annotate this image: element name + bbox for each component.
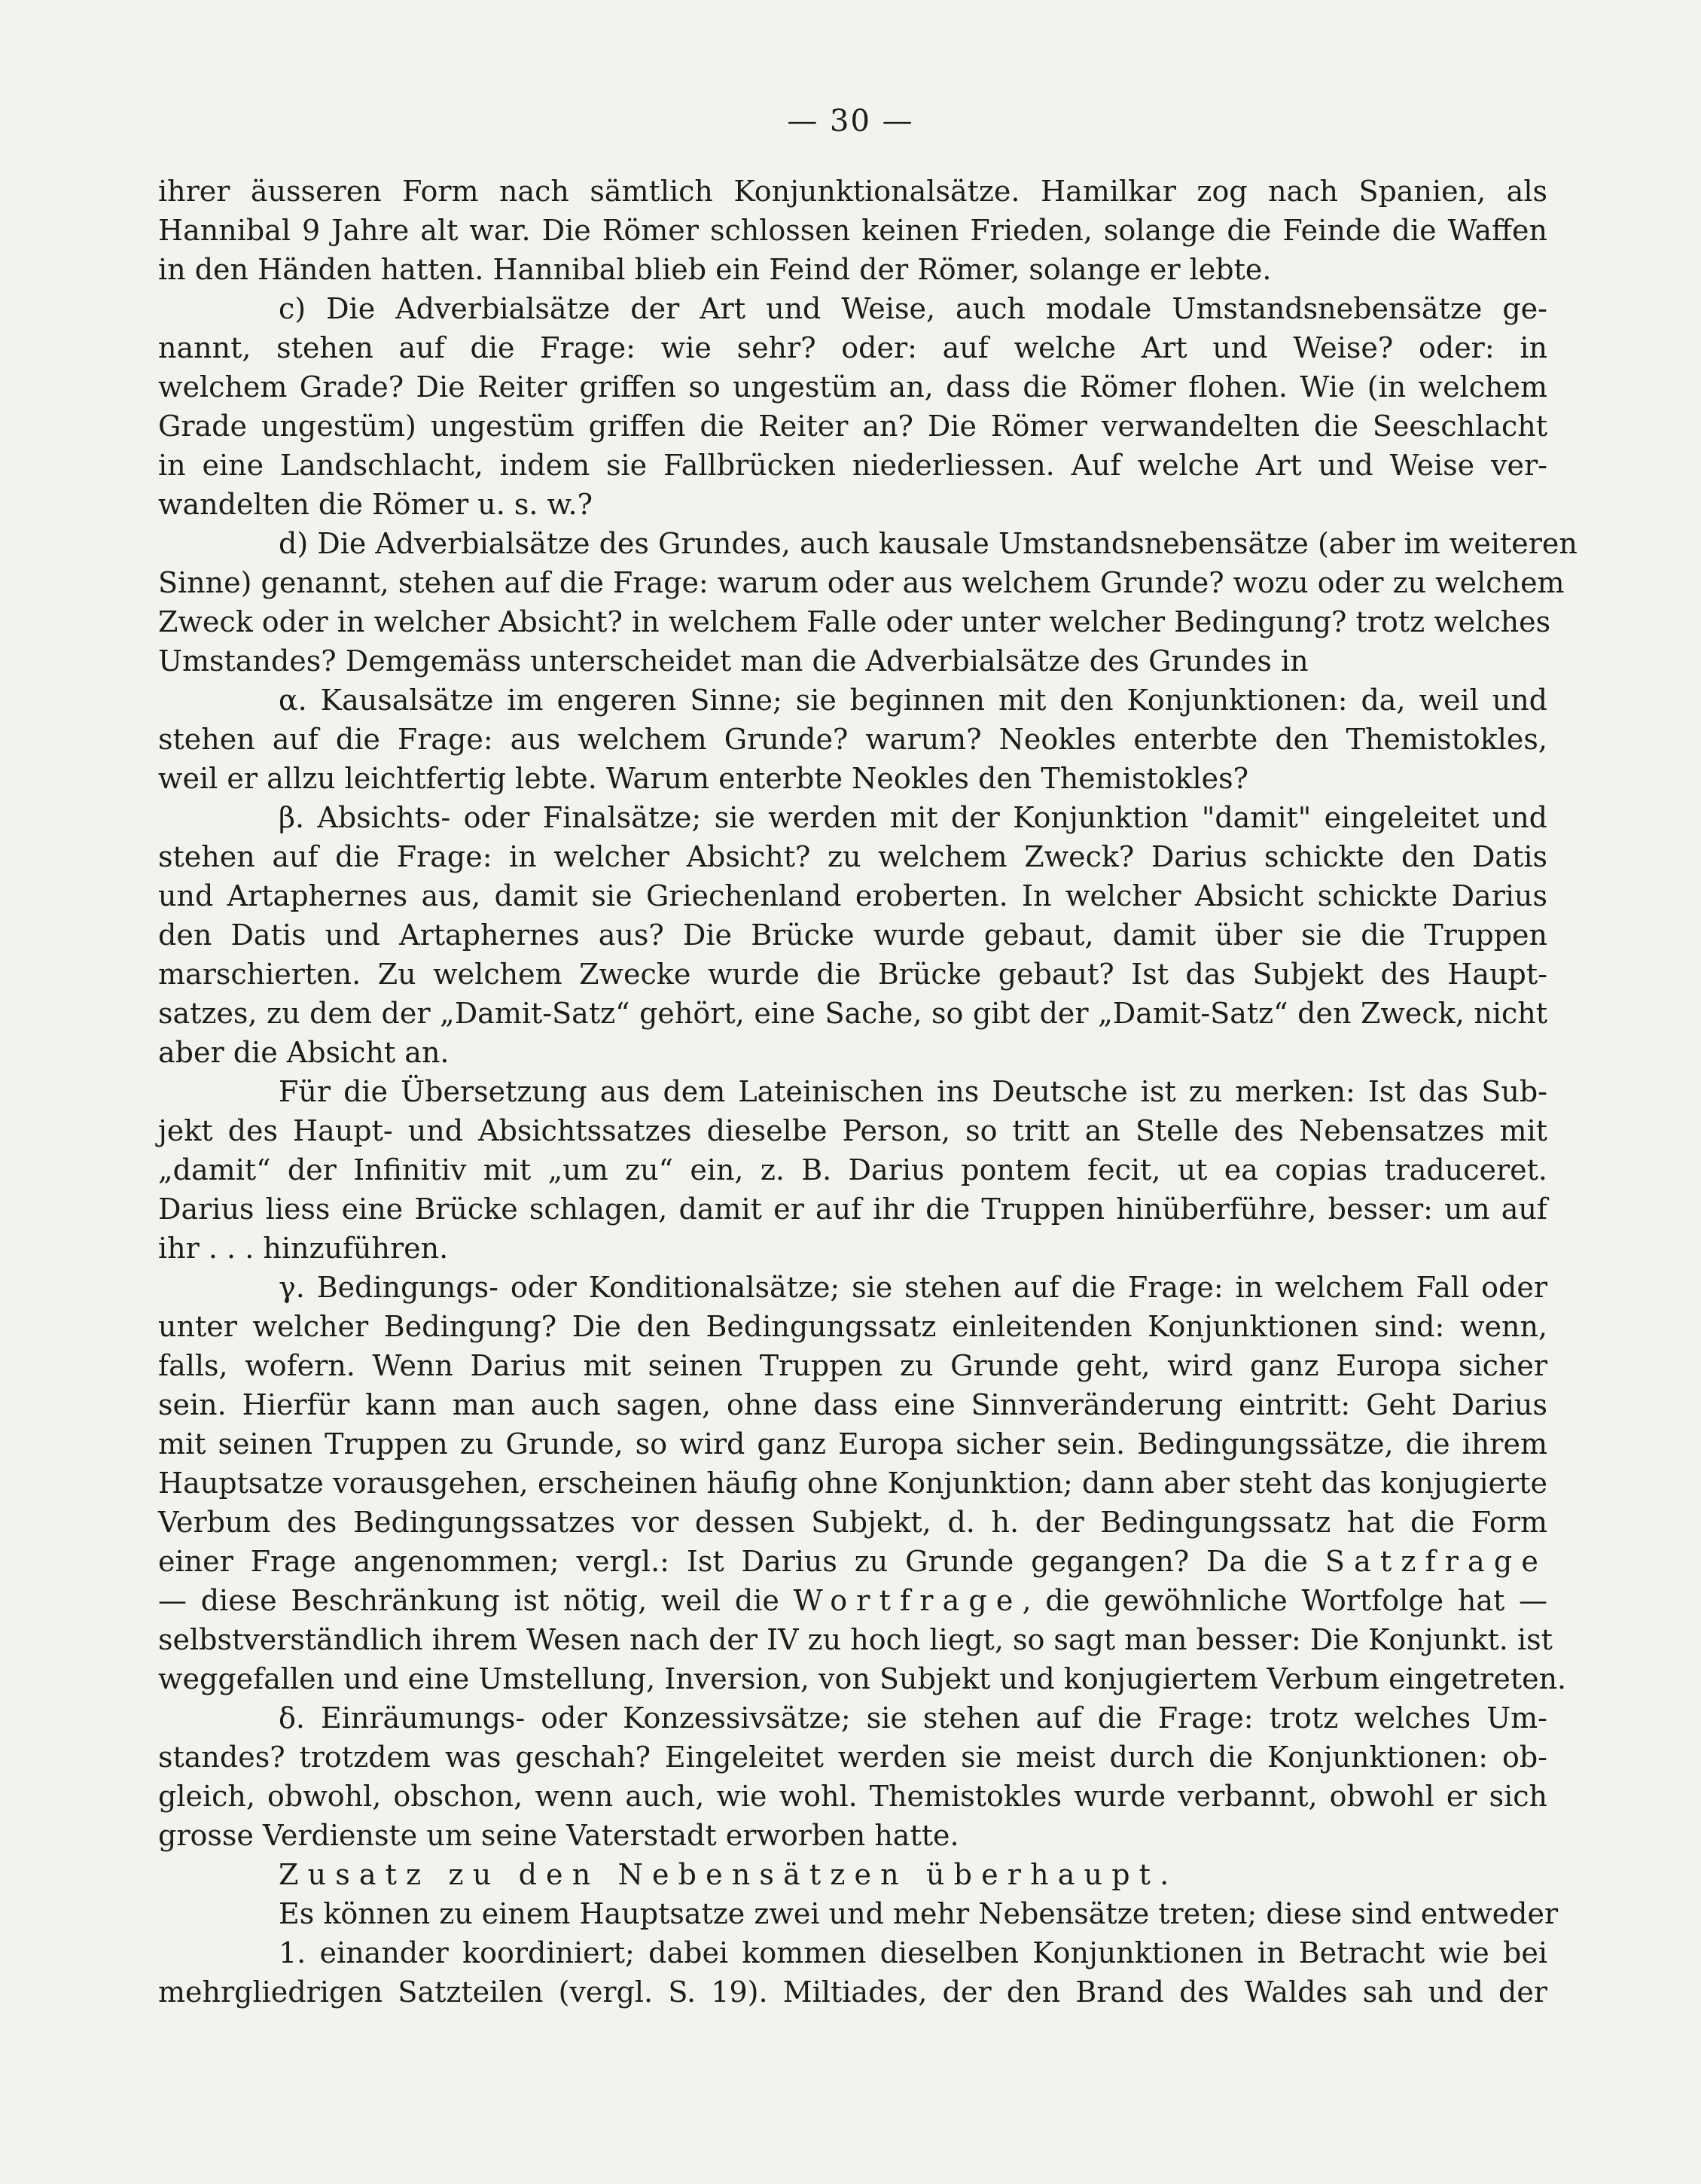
text-line: weggefallen und eine Umstellung, Inversion, von Subjekt und konjugiertem Verbum eingetreten. — [158, 1662, 1567, 1695]
text-line: weil er allzu leichtfertig lebte. Warum enterbte Neokles den Themistokles? — [158, 762, 1249, 795]
text-line: stehen auf die Frage: aus welchem Grunde? warum? Neokles enterbte den Themistokles, — [158, 723, 1547, 756]
text-fragment: , die gewöhnliche Wortfolge hat — — [1022, 1584, 1547, 1617]
text-line: sein. Hierfür kann man auch sagen, ohne dass eine Sinnveränderung eintritt: Geht Darius — [158, 1388, 1547, 1421]
section-heading: Zusatz zu den Nebensätzen überhaupt. — [279, 1858, 1178, 1891]
text-line: aber die Absicht an. — [158, 1036, 450, 1069]
body-text — [158, 172, 1578, 2012]
text-line: ihr . . . hinzuführen. — [158, 1232, 449, 1265]
text-line: satzes, zu dem der „Damit-Satz“ gehört, eine Sache, so gibt der „Damit-Satz“ den Zweck, nicht — [158, 997, 1547, 1030]
text-line: welchem Grade? Die Reiter griffen so ungestüm an, dass die Römer flohen. Wie (in welchem — [158, 370, 1547, 404]
text-line: wandelten die Römer u. s. w.? — [158, 488, 593, 521]
text-line: den Datis und Artaphernes aus? Die Brücke wurde gebaut, damit über sie die Truppen — [158, 918, 1547, 952]
text-fragment: — diese Beschränkung ist nötig, weil die — [158, 1584, 779, 1617]
text-line — [158, 1581, 1547, 1620]
text-line: mehrgliedrigen Satzteilen (vergl. S. 19). Miltiades, der den Brand des Waldes sah und der — [158, 1975, 1547, 2009]
text-line: „damit“ der Infinitiv mit „um zu“ ein, z. B. Darius pontem fecit, ut ea copias traduceret. — [158, 1153, 1547, 1186]
text-line: d) Die Adverbialsätze des Grundes, auch kausale Umstandsnebensätze (aber im weiteren — [279, 527, 1578, 560]
text-line: Es können zu einem Hauptsatze zwei und mehr Nebensätze treten; diese sind entweder — [279, 1897, 1559, 1930]
text-line: c) Die Adverbialsätze der Art und Weise, auch modale Umstandsnebensätze ge- — [279, 292, 1547, 325]
text-line: ihrer äusseren Form nach sämtlich Konjunktionalsätze. Hamilkar zog nach Spanien, als — [158, 175, 1547, 208]
text-line: gleich, obwohl, obschon, wenn auch, wie wohl. Themistokles wurde verbannt, obwohl er sich — [158, 1780, 1547, 1813]
text-line: α. Kausalsätze im engeren Sinne; sie beginnen mit den Konjunktionen: da, weil und — [279, 684, 1547, 717]
text-line: Hannibal 9 Jahre alt war. Die Römer schlossen keinen Frieden, solange die Feinde die Waffen — [158, 214, 1547, 247]
spaced-word: Satzfrage — [1325, 1545, 1547, 1578]
text-line: Grade ungestüm) ungestüm griffen die Reiter an? Die Römer verwandelten die Seeschlacht — [158, 410, 1547, 443]
text-line: standes? trotzdem was geschah? Eingeleitet werden sie meist durch die Konjunktionen: ob- — [158, 1741, 1547, 1774]
text-line: unter welcher Bedingung? Die den Bedingungssatz einleitenden Konjunktionen sind: wenn, — [158, 1310, 1547, 1343]
text-line: Verbum des Bedingungssatzes vor dessen Subjekt, d. h. der Bedingungssatz hat die Form — [158, 1506, 1547, 1539]
text-line: Zweck oder in welcher Absicht? in welchem Falle oder unter welcher Bedingung? trotz welches — [158, 605, 1551, 638]
text-fragment: einer Frage angenommen; vergl.: Ist Darius zu Grunde gegangen? Da die — [158, 1545, 1308, 1578]
text-line: β. Absichts- oder Finalsätze; sie werden mit der Konjunktion "damit" eingeleitet und — [279, 801, 1547, 834]
spaced-word: Wortfrage — [793, 1584, 1023, 1617]
text-line: Darius liess eine Brücke schlagen, damit er auf ihr die Truppen hinüberführe, besser: um auf — [158, 1193, 1547, 1226]
text-line: grosse Verdienste um seine Vaterstadt erworben hatte. — [158, 1819, 959, 1852]
text-line: und Artaphernes aus, damit sie Griechenland eroberten. In welcher Absicht schickte Darius — [158, 879, 1547, 912]
text-line: Umstandes? Demgemäss unterscheidet man die Adverbialsätze des Grundes in — [158, 644, 1309, 678]
page-number: — 30 — — [787, 104, 914, 139]
text-line: 1. einander koordiniert; dabei kommen dieselben Konjunktionen in Betracht wie bei — [279, 1936, 1547, 1969]
text-line: nannt, stehen auf die Frage: wie sehr? oder: auf welche Art und Weise? oder: in — [158, 331, 1547, 364]
text-line: falls, wofern. Wenn Darius mit seinen Truppen zu Grunde geht, wird ganz Europa sicher — [158, 1349, 1547, 1382]
text-line: γ. Bedingungs- oder Konditionalsätze; sie stehen auf die Frage: in welchem Fall oder — [279, 1271, 1547, 1304]
text-line: Hauptsatze vorausgehen, erscheinen häufig ohne Konjunktion; dann aber steht das konjugierte — [158, 1467, 1547, 1500]
text-line: Sinne) genannt, stehen auf die Frage: warum oder aus welchem Grunde? wozu oder zu welchem — [158, 566, 1565, 599]
text-line: stehen auf die Frage: in welcher Absicht? zu welchem Zweck? Darius schickte den Datis — [158, 840, 1547, 873]
text-line: selbstverständlich ihrem Wesen nach der IV zu hoch liegt, so sagt man besser: Die Konjunkt. ist — [158, 1623, 1553, 1656]
text-line: in eine Landschlacht, indem sie Fallbrücken niederliessen. Auf welche Art und Weise ver- — [158, 449, 1547, 482]
text-line — [158, 1542, 1547, 1581]
text-line: δ. Einräumungs- oder Konzessivsätze; sie stehen auf die Frage: trotz welches Um- — [279, 1701, 1547, 1735]
text-line: Für die Übersetzung aus dem Lateinischen ins Deutsche ist zu merken: Ist das Sub- — [279, 1075, 1547, 1108]
text-line: in den Händen hatten. Hannibal blieb ein Feind der Römer, solange er lebte. — [158, 253, 1272, 286]
text-line: jekt des Haupt- und Absichtssatzes dieselbe Person, so tritt an Stelle des Nebensatzes mit — [158, 1114, 1547, 1147]
text-line: mit seinen Truppen zu Grunde, so wird ganz Europa sicher sein. Bedingungssätze, die ihrem — [158, 1427, 1547, 1461]
text-line: marschierten. Zu welchem Zwecke wurde die Brücke gebaut? Ist das Subjekt des Haupt- — [158, 958, 1547, 991]
